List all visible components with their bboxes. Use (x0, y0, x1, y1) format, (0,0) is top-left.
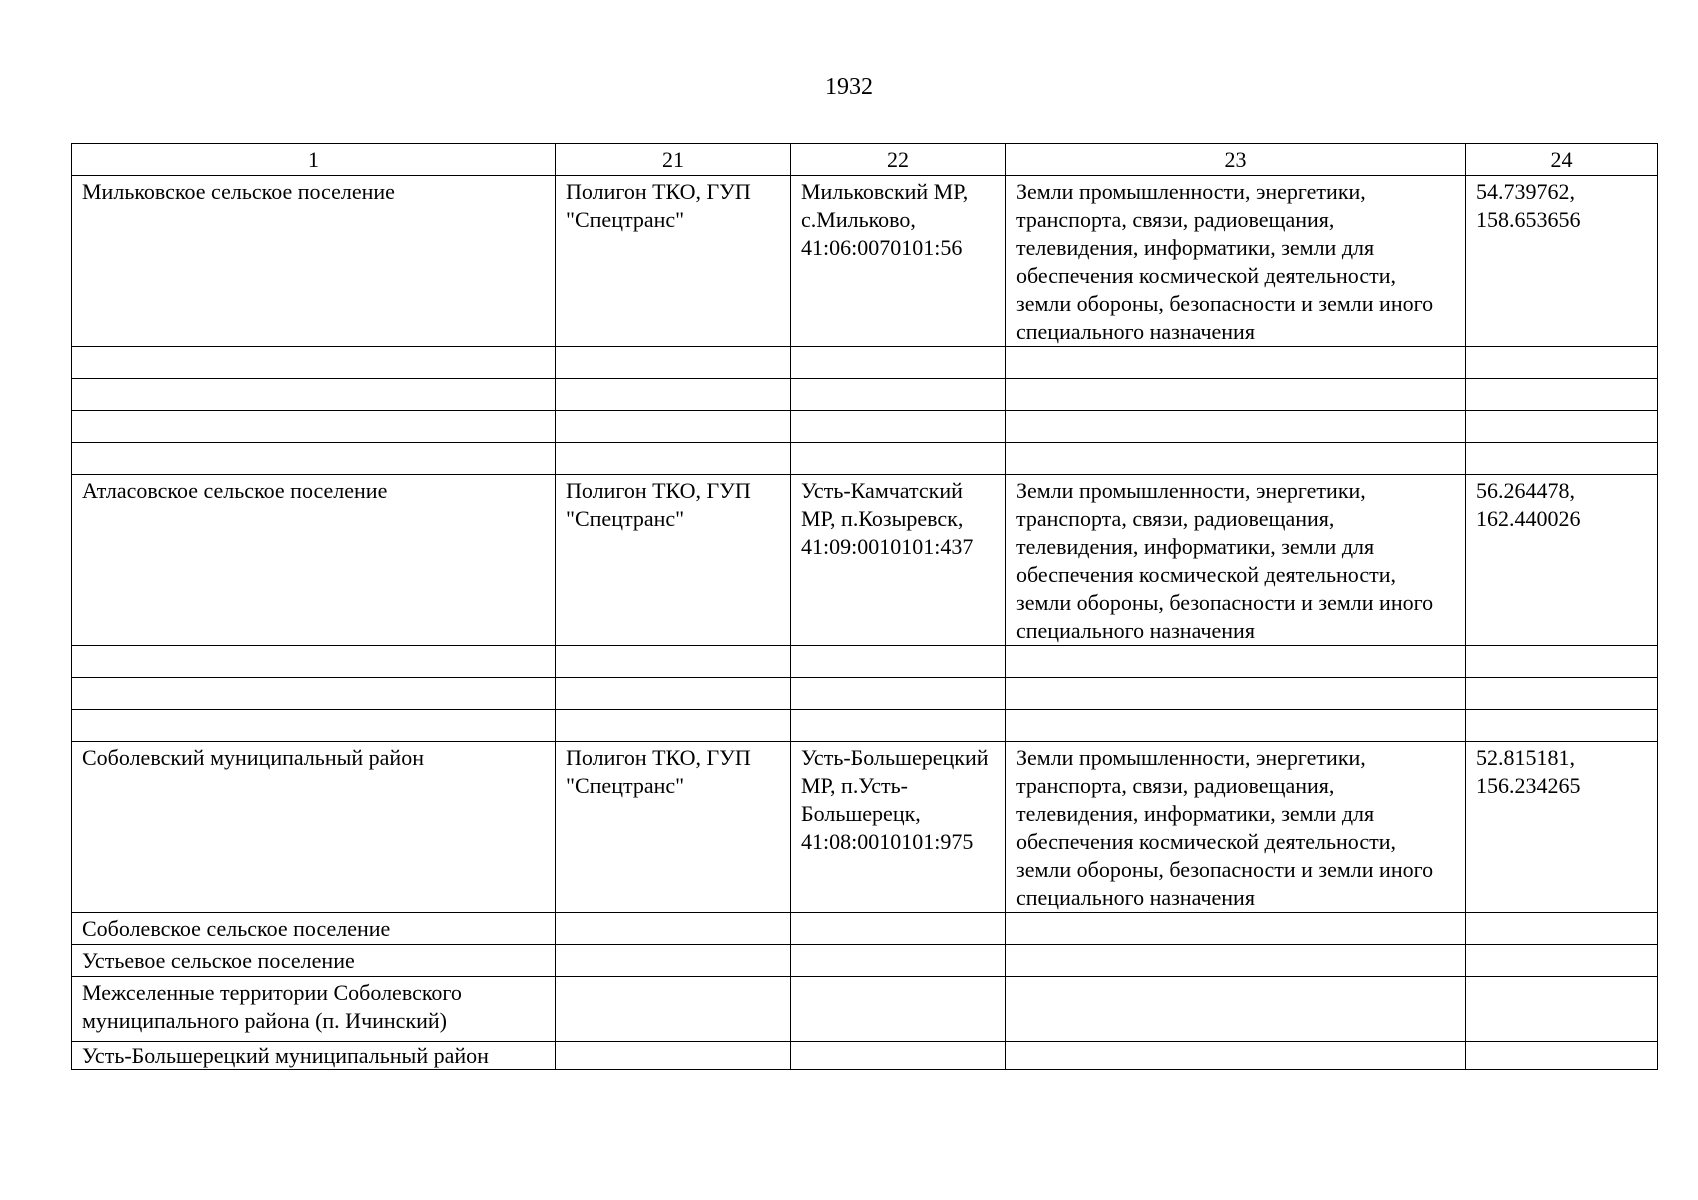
location-cell (791, 1042, 1006, 1070)
facility-cell (556, 411, 791, 443)
land-category-cell (1006, 411, 1466, 443)
column-header-1: 1 (72, 144, 556, 176)
column-header-23: 23 (1006, 144, 1466, 176)
facility-cell: Полигон ТКО, ГУП "Спецтранс" (556, 176, 791, 347)
coordinates-cell: 54.739762, 158.653656 (1466, 176, 1658, 347)
facility-cell (556, 678, 791, 710)
table-row (72, 379, 1658, 411)
land-category-cell: Земли промышленности, энергетики, транспорта, связи, радиовещания, телевидения, информатики, земли для обеспечения космической деятельности, земли обороны, безопасности и земли иного специального назначения (1006, 176, 1466, 347)
location-cell (791, 411, 1006, 443)
facility-cell (556, 443, 791, 475)
land-category-cell: Земли промышленности, энергетики, транспорта, связи, радиовещания, телевидения, информатики, земли для обеспечения космической деятельности, земли обороны, безопасности и земли иного специального назначения (1006, 475, 1466, 646)
table-row (72, 176, 1658, 347)
facility-cell (556, 945, 791, 977)
land-category-cell (1006, 913, 1466, 945)
page-number: 1932 (825, 74, 873, 100)
coordinates-cell: 56.264478, 162.440026 (1466, 475, 1658, 646)
settlement-cell (72, 646, 556, 678)
facility-cell (556, 347, 791, 379)
facility-cell (556, 710, 791, 742)
table-row (72, 913, 1658, 945)
location-cell (791, 977, 1006, 1042)
location-cell (791, 710, 1006, 742)
location-cell (791, 945, 1006, 977)
location-cell: Усть-Большерецкий МР, п.Усть-Большерецк, 41:08:0010101:975 (791, 742, 1006, 913)
settlement-cell (72, 411, 556, 443)
table-row (72, 411, 1658, 443)
land-category-cell (1006, 1042, 1466, 1070)
settlement-cell: Межселенные территории Соболевского муниципального района (п. Ичинский) (72, 977, 556, 1042)
coordinates-cell (1466, 379, 1658, 411)
table-row (72, 710, 1658, 742)
settlement-cell: Атласовское сельское поселение (72, 475, 556, 646)
land-category-cell (1006, 443, 1466, 475)
table-row (72, 742, 1658, 913)
column-header-21: 21 (556, 144, 791, 176)
facility-cell (556, 913, 791, 945)
land-category-cell: Земли промышленности, энергетики, транспорта, связи, радиовещания, телевидения, информатики, земли для обеспечения космической деятельности, земли обороны, безопасности и земли иного специального назначения (1006, 742, 1466, 913)
location-cell: Мильковский МР, с.Мильково, 41:06:0070101:56 (791, 176, 1006, 347)
table-row (72, 646, 1658, 678)
coordinates-cell (1466, 443, 1658, 475)
facility-cell (556, 379, 791, 411)
settlement-cell (72, 379, 556, 411)
facility-cell: Полигон ТКО, ГУП "Спецтранс" (556, 742, 791, 913)
table-row (72, 347, 1658, 379)
location-cell (791, 646, 1006, 678)
column-header-22: 22 (791, 144, 1006, 176)
table-row (72, 678, 1658, 710)
settlement-cell (72, 443, 556, 475)
coordinates-cell (1466, 710, 1658, 742)
settlement-cell: Устьевое сельское поселение (72, 945, 556, 977)
settlement-cell: Мильковское сельское поселение (72, 176, 556, 347)
land-category-cell (1006, 710, 1466, 742)
coordinates-cell (1466, 977, 1658, 1042)
facility-cell (556, 977, 791, 1042)
settlement-cell: Соболевский муниципальный район (72, 742, 556, 913)
header-row (72, 144, 1658, 176)
land-category-cell (1006, 646, 1466, 678)
settlement-cell: Соболевское сельское поселение (72, 913, 556, 945)
settlement-cell: Усть-Большерецкий муниципальный район (72, 1042, 556, 1070)
column-header-24: 24 (1466, 144, 1658, 176)
land-category-cell (1006, 945, 1466, 977)
coordinates-cell: 52.815181, 156.234265 (1466, 742, 1658, 913)
facility-cell (556, 646, 791, 678)
coordinates-cell (1466, 411, 1658, 443)
coordinates-cell (1466, 1042, 1658, 1070)
land-category-cell (1006, 977, 1466, 1042)
facility-cell (556, 1042, 791, 1070)
coordinates-cell (1466, 945, 1658, 977)
table-row (72, 977, 1658, 1042)
table-row (72, 1042, 1658, 1070)
land-category-cell (1006, 678, 1466, 710)
coordinates-cell (1466, 913, 1658, 945)
table-row (72, 945, 1658, 977)
location-cell (791, 347, 1006, 379)
settlement-cell (72, 678, 556, 710)
location-cell (791, 443, 1006, 475)
land-category-cell (1006, 347, 1466, 379)
data-table (71, 143, 1658, 1070)
coordinates-cell (1466, 678, 1658, 710)
table-row (72, 475, 1658, 646)
settlement-cell (72, 710, 556, 742)
location-cell: Усть-Камчатский МР, п.Козыревск, 41:09:0010101:437 (791, 475, 1006, 646)
coordinates-cell (1466, 347, 1658, 379)
land-category-cell (1006, 379, 1466, 411)
location-cell (791, 379, 1006, 411)
coordinates-cell (1466, 646, 1658, 678)
facility-cell: Полигон ТКО, ГУП "Спецтранс" (556, 475, 791, 646)
location-cell (791, 678, 1006, 710)
location-cell (791, 913, 1006, 945)
settlement-cell (72, 347, 556, 379)
table-row (72, 443, 1658, 475)
